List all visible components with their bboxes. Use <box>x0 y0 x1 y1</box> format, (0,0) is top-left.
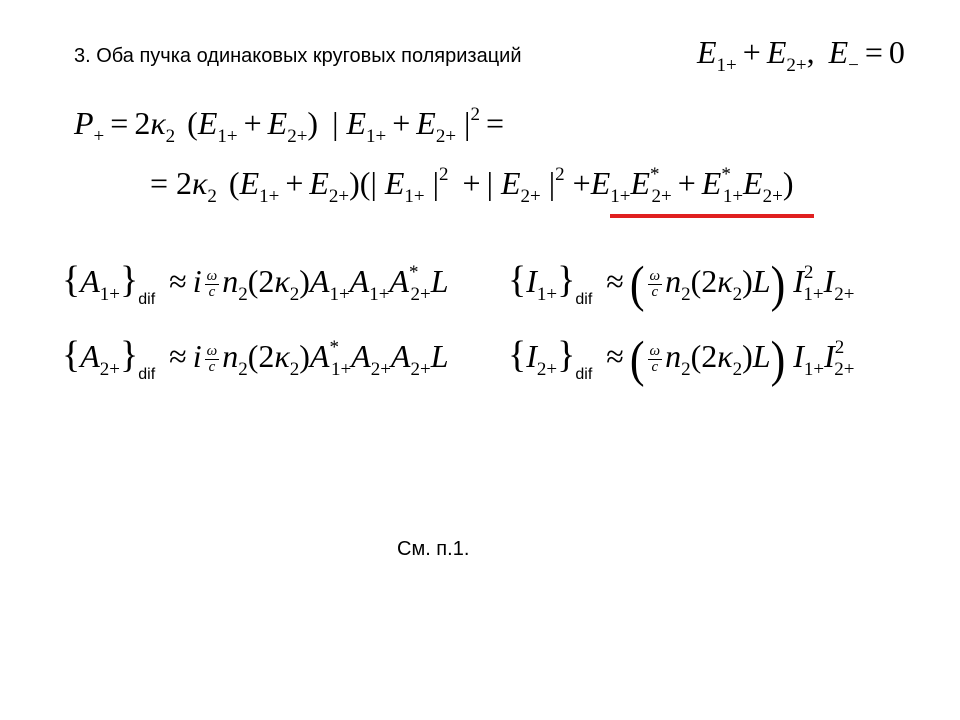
section-heading: 3. Оба пучка одинаковых круговых поляризаций <box>74 45 522 67</box>
amplitude-A1-equation: $\{A_{1+}\}_{dif} \approx i$ $\frac{\omega}{c}$ $n_2(2\kappa_2)A_{1+}A_{1+}A^*_{2+}L$ <box>62 259 449 308</box>
intensity-I1-equation: $\{I_{1+}\}_{dif}$ ≈ ( $\frac{\omega}{c}$ $n_2(2\kappa_2)L$) $I^2_{1+}I_{2+}$ <box>508 255 855 313</box>
intensity-I2-equation: $\{I_{2+}\}_{dif}$ ≈ ( $\frac{\omega}{c}$ $n_2(2\kappa_2)L$) $I_{1+}I^2_{2+}$ <box>508 330 855 388</box>
amplitude-A2-equation: $\{A_{2+}\}_{dif} \approx i$ $\frac{\omega}{c}$ $n_2(2\kappa_2)A^*_{1+}A_{2+}A_{2+}L$ <box>62 334 449 383</box>
highlight-underline <box>610 214 814 218</box>
power-equation-line-2: = $2\kappa_2$ $(E_{1+} + E_{2+})(|$ $E_{1+}$ $|^2$ + | $E_{2+}$ $|^2 +E_{1+}E^*_{2+} + E^*_{1+}E_{2+}$) <box>150 164 794 207</box>
condition-formula: $E_{1+} + E_{2+}$, $E_- = 0$ <box>697 34 905 76</box>
power-equation-line-1: $P_+ = 2\kappa_2$ $(E_{1+} + E_{2+})$ | $E_{1+} + E_{2+}$ $|^2$ = <box>74 104 504 147</box>
reference-note: См. п.1. <box>397 538 470 560</box>
